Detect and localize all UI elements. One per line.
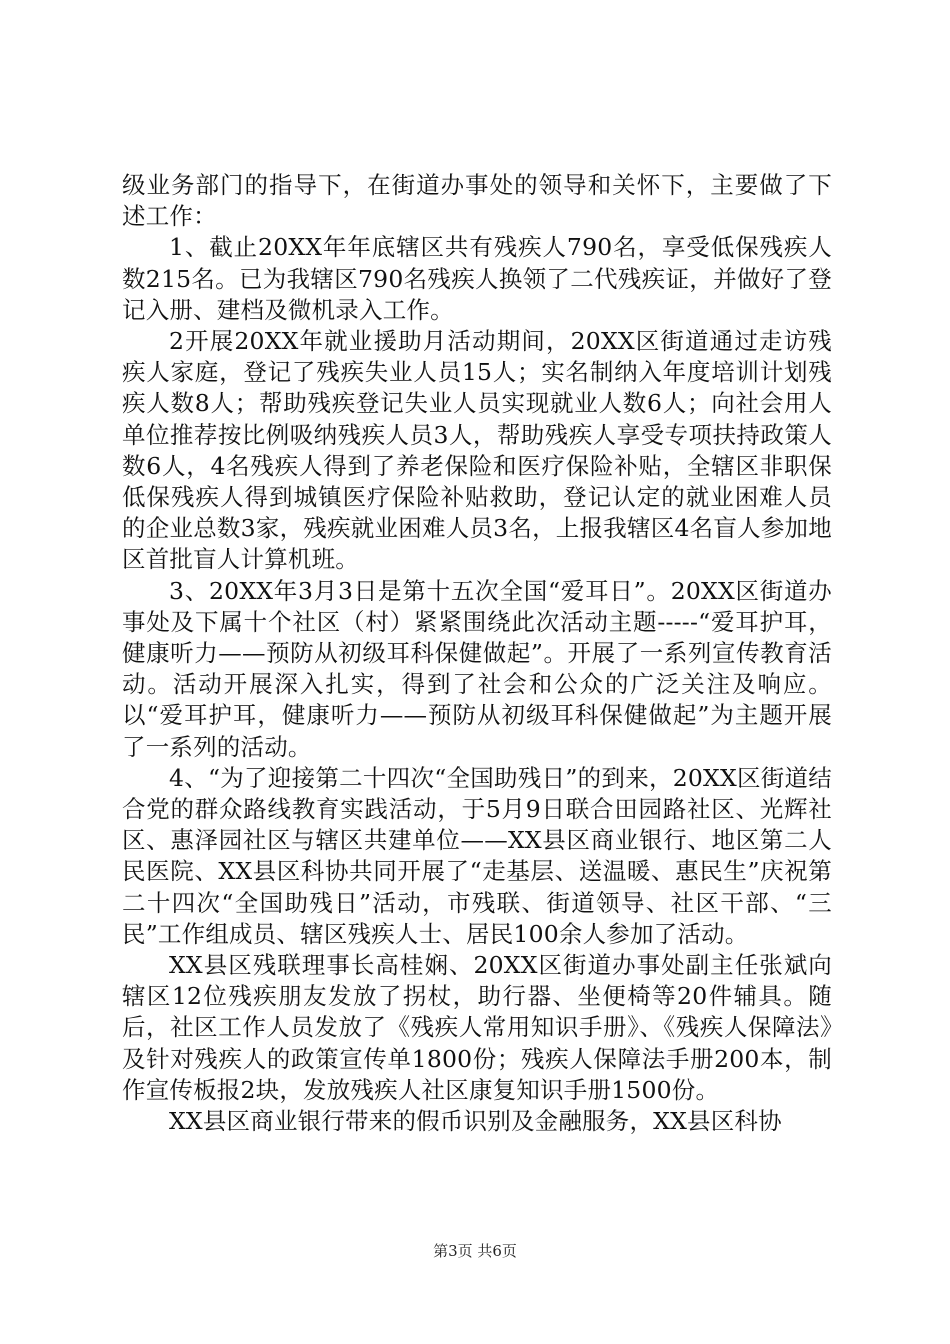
- paragraph-continuation: 级业务部门的指导下，在街道办事处的领导和关怀下，主要做了下述工作：: [122, 171, 832, 231]
- paragraph-item-3: 3、20XX年3月3日是第十五次全国“爱耳日”。20XX区街道办事处及下属十个社区（村）紧紧围绕此次活动主题-----“爱耳护耳，健康听力——预防从初级耳科保健做起”。开展了一系列宣传教育活动。活动开展深入扎实，得到了社会和公众的广泛关注及响应。以“爱耳护耳，健康听力——预防从初级耳科保健做起”为主题开展了一系列的活动。: [122, 576, 832, 761]
- paragraph-item-2: 2开展20XX年就业援助月活动期间，20XX区街道通过走访残疾人家庭，登记了残疾失业人员15人；实名制纳入年度培训计划残疾人数8人；帮助残疾登记失业人员实现就业人数6人；向社会用人单位推荐按比例吸纳残疾人员3人，帮助残疾人享受专项扶持政策人数6人，4名残疾人得到了养老保险和医疗保险补贴，全辖区非职保低保残疾人得到城镇医疗保险补贴救助，登记认定的就业困难人员的企业总数3家，残疾就业困难人员3名，上报我辖区4名盲人参加地区首批盲人计算机班。: [122, 327, 832, 574]
- paragraph-item-1: 1、截止20XX年年底辖区共有残疾人790名，享受低保残疾人数215名。已为我辖区790名残疾人换领了二代残疾证，并做好了登记入册、建档及微机录入工作。: [122, 233, 832, 324]
- paragraph-bank-services: XX县区商业银行带来的假币识别及金融服务，XX县区科协: [169, 1107, 782, 1136]
- paragraph-item-4: 4、“为了迎接第二十四次“全国助残日”的到来，20XX区街道结合党的群众路线教育实践活动，于5月9日联合田园路社区、光辉社区、惠泽园社区与辖区共建单位——XX县区商业银行、地区第二人民医院、XX县区科协共同开展了“走基层、送温暖、惠民生”庆祝第二十四次“全国助残日”活动，市残联、街道领导、社区干部、“三民”工作组成员、辖区残疾人士、居民100余人参加了活动。: [122, 763, 832, 948]
- document-body: [122, 170, 832, 1137]
- paragraph-distribution: XX县区残联理事长高桂娴、20XX区街道办事处副主任张斌向辖区12位残疾朋友发放了拐杖，助行器、坐便椅等20件辅具。随后，社区工作人员发放了《残疾人常用知识手册》、《残疾人保障法》及针对残疾人的政策宣传单1800份；残疾人保障法手册200本，制作宣传板报2块，发放残疾人社区康复知识手册1500份。: [122, 951, 832, 1104]
- page-footer: 第3页 共6页: [433, 1242, 517, 1260]
